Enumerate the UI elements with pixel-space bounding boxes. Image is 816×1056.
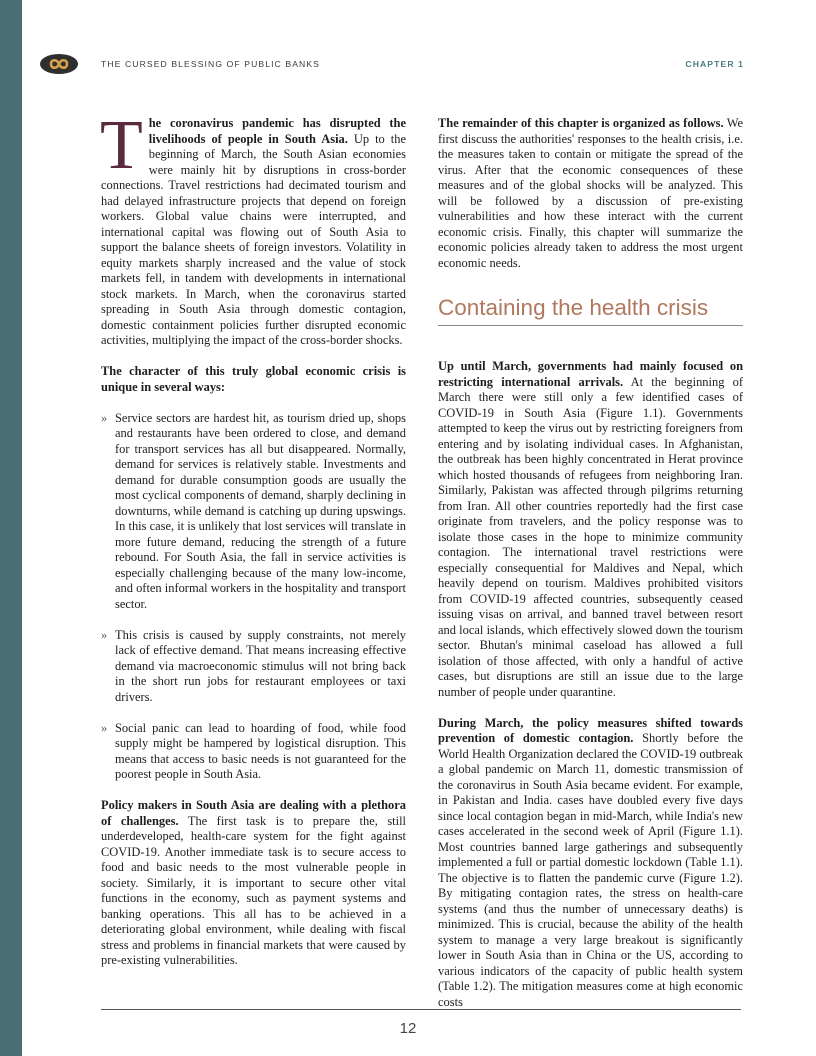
domestic-contagion-body: Shortly before the World Health Organization declared the COVID-19 outbreak a global pandemic on March 11, domestic transmission of the coronavirus in South Asia became evident. For example, in Pakistan and India. cases have doubled every five days since local contagion began in mid-March, while India's new cases accelerated in the second week of April (Figure 1.1). Most countries banned large gatherings and subsequently implemented a full or partial domestic lockdown (Table 1.1). The objective is to flatten the pandemic curve (Figure 1.2). By mitigating contagion rates, the stress on health-care systems (and thus the number of unnecessary deaths) is minimized. This is crucial, because the ability of the health system to manage a very large breakout is significantly lower in South Asia than in China or the US, according to various indicators of the capacity of public health system (Table 1.2). The mitigation measures come at high economic costs [438,731,743,1009]
crisis-character-paragraph [101,364,406,395]
policy-makers-paragraph [101,798,406,969]
international-arrivals-body: At the beginning of March there were still only a few identified cases of COVID-19 in South Asia (Figure 1.1). Governments attempted to keep the virus out by restricting foreigners from entering and by isolating individual cases. In Afghanistan, the outbreak has been highly concentrated in Herat province which hosted thousands of refugees from neighboring Iran. Similarly, Pakistan was affected through pilgrims returning from Iran. All other countries reportedly had the first case originate from travelers, and the policy response was to isolate those cases in the hope to minimize community contagion. The international travel restrictions were especially consequential for Maldives and Nepal, which heavily depend on tourism. Maldives prohibited visitors from COVID-19 affected countries, subsequently ceased issuing visas on arrival, and banned travel between resort and local islands, which effectively slowed down the tourism sector. Bhutan's minimal caseload has allowed a full isolation of those affected, with only a handful of active cases, but disruptions are still an issue due to the large number of people under quarantine. [438,374,743,699]
international-arrivals-paragraph [438,359,743,700]
bullet-list [101,411,406,783]
chapter-outline-paragraph [438,116,743,271]
intro-body: Up to the beginning of March, the South Asian economies were mainly hit by disruptions in cross-border connections. Travel restrictions had decimated tourism and had delayed infrastructure projects that depend on foreign workers. Global value chains were interrupted, and international capital was flowing out of South Asia to support the balance sheets of foreign investors. Volatility in equity markets sharply increased and the value of stock markets fell, in tandem with developments in international stock markets. In March, when the coronavirus started spreading in South Asia through domestic contagion, domestic containment policies further disrupted economic activities, multiplying the impact of the cross-border shocks. [101,131,406,347]
chapter-outline-body: We first discuss the authorities' responses to the health crisis, i.e. the measures taken to contain or mitigate the spread of the virus. After that the economic consequences of these measures and of the global shocks will be analyzed. This will be followed by a discussion of pre-existing vulnerabilities and how these interact with the current economic crisis. Finally, this chapter will summarize the economic policies already taken to address the most urgent economic needs. [438,116,744,270]
right-column [438,116,743,1026]
footer-divider [101,1009,741,1010]
bullet-text: Social panic can lead to hoarding of food, while food supply might be hampered by logistical disruption. This means that access to basic needs is not guaranteed for the poorest people in South Asia. [115,720,406,781]
bullet-item [101,628,406,706]
policy-makers-lead: Policy makers in South Asia are dealing with a plethora of challenges. [101,798,406,828]
bullet-mark: » [101,720,108,735]
running-header-chapter: CHAPTER 1 [685,59,744,69]
running-header-title: THE CURSED BLESSING OF PUBLIC BANKS [101,59,321,69]
bullet-mark: » [101,410,108,425]
intro-paragraph [100,107,406,349]
domestic-contagion-lead: During March, the policy measures shifted towards prevention of domestic contagion. [438,715,743,745]
bullet-text: This crisis is caused by supply constraints, not merely lack of effective demand. That means increasing effective demand via macroeconomic stimulus will not bring back in the short run jobs for restaurant employees or taxi drivers. [115,627,406,704]
international-arrivals-lead: Up until March, governments had mainly focused on restricting international arrivals. [438,359,743,389]
left-column [100,107,406,984]
drop-cap: T [100,107,143,184]
bullet-item [101,721,406,783]
bullet-item [101,411,406,613]
policy-makers-body: The first task is to prepare the, still underdeveloped, health-care system for the fight against COVID-19. Another immediate task is to secure access to food and basic needs to the most vulnerable people in society. Similarly, it is important to secure other vital functions in the economy, such as payment systems and banking operations. This all has to be achieved in a deteriorating global environment, while dealing with fiscal stress and problems in financial markets that were caused by pre-existing vulnerabilities. [101,813,406,967]
bullet-text: Service sectors are hardest hit, as tourism dried up, shops and restaurants have been ordered to close, and demand for transport services has all but disappeared. Normally, demand for services is relatively stable. Investments and demand for durable consumption goods are usually the most cyclical components of demand, sharply declining in downturns, while demand is catching up during upswings. In this case, it is unlikely that lost services will translate in more future demand, reducing the strength of a future rebound. For South Asia, the fall in service activities is especially challenging because of the many low-income, and often informal workers in the hospitality and transport sector. [115,410,406,611]
chapter-outline-lead: The remainder of this chapter is organized as follows. [438,116,724,130]
infinity-loop-icon [38,52,80,76]
section-heading: Containing the health crisis [438,295,743,326]
domestic-contagion-paragraph [438,716,743,1011]
page-number: 12 [399,1020,417,1037]
bullet-mark: » [101,627,108,642]
intro-lead: he coronavirus pandemic has disrupted the livelihoods of people in South Asia. [148,116,406,146]
crisis-character-lead: The character of this truly global economic crisis is unique in several ways: [101,364,406,394]
page-side-band [0,0,22,1056]
